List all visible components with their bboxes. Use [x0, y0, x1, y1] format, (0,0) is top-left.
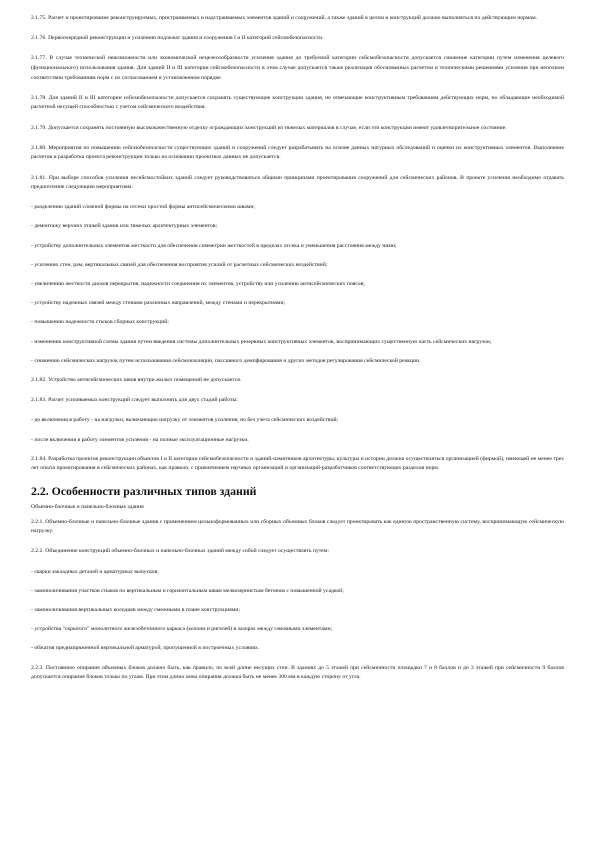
- section-heading: 2.2. Особенности различных типов зданий: [31, 483, 257, 498]
- bullet-item: - после включения в работу элементов усиления - на полные эксплуатационные нагрузки.: [31, 436, 249, 443]
- bullet-item: - усилению стен, рам, вертикальных связей для обеспечения восприятия усилий от расчетных сейсмических воздействий;: [31, 261, 328, 268]
- bullet-item: - устройства "скрытого" монолитного железобетонного каркаса (колонн и ригелей) в зазорах между смежными элементами;: [31, 626, 333, 633]
- paragraph-2-1-75: 2.1.75. Расчет и проектирование реконструируемых, пристраиваемых и надстраиваемых элементов зданий и сооружений, а также зданий в целом и конструкций должно выполняться по действующим нормам.: [31, 15, 537, 21]
- bullet-item: - демонтажу верхних этажей здания или тяжелых архитектурных элементов;: [31, 223, 218, 230]
- paragraph-2-2-2: 2.2.2. Объединение конструкций объемно-блочных и панельно-блочных зданий между собой следует осуществлять путем:: [31, 548, 329, 555]
- bullet-item: - разделению зданий сложной формы на отсеки простой формы антисейсмическими швами;: [31, 204, 255, 211]
- paragraph-2-1-80: 2.1.80. Мероприятия по повышению сейсмобезопасности существующих зданий и сооружений следует разрабатывать на основе данных натурных обследований и оценки их конструктивных элементов. Выполнение расчетов и разработка проекта реконструкции только на основании проектных данных не допускается.: [31, 144, 564, 161]
- paragraph-2-1-82: 2.1.82. Устройство антисейсмических швов внутри жилых помещений не допускается.: [31, 376, 242, 383]
- paragraph-2-2-1: 2.2.1. Объемно-блочные и панельно-блочные здания с применением цельноформованных или сборных объемных блоков следует проектировать как единую пространственную систему, воспринимающую сейсмическую нагрузку.: [31, 518, 564, 535]
- bullet-item: - до включения в работу - на нагрузки, включающие нагрузку от элементов усиления, но без учета сейсмических воздействий;: [31, 417, 339, 424]
- bullet-item: - замоноличивания участков стыков по вертикальным и горизонтальным швам мелкозернистым бетоном с повышенной усадкой;: [31, 587, 344, 594]
- bullet-item: - повышению надежности стыков сборных конструкций;: [31, 319, 169, 326]
- paragraph-2-1-84: 2.1.84. Разработка проектов реконструкции объектов I и II категории сейсмобезопасности и зданий-памятников архитектуры, культуры и истории должна осуществляться организацией (фирмой), имеющей не менее трех лет опыта проектирования в сейсмических районах, как правило, с привлечением научных организаций и организаций-разработчиков соответствующих разделов норм.: [31, 455, 564, 472]
- bullet-item: - сварки закладных деталей и арматурных выпусков;: [31, 568, 159, 575]
- bullet-item: - изменению конструктивной схемы здания путем введения системы дополнительных резервных конструктивных элементов, воспринимающих существенную часть сейсмических нагрузок;: [31, 338, 492, 345]
- bullet-item: - замоноличивания вертикальных колодцев между смежными в плане конструкциями;: [31, 606, 240, 613]
- section-subheading: Объемно-блочные и панельно-блочные здания: [31, 503, 144, 510]
- paragraph-2-2-3: 2.2.3. Постоянное опирание объемных блоков должно быть, как правило, по всей длине несущих стен. В зданиях до 5 этажей при сейсмичности площадки 7 и 8 баллов и до 3 этажей при сейсмичности 9 баллов допускается опирание блоков только по углам. При этом длина зоны опирания должна быть не менее 300 мм в каждую сторону от угла.: [31, 664, 564, 681]
- paragraph-2-1-81: 2.1.81. При выборе способов усиления несейсмостойких зданий следует руководствоваться общими принципами проектирования сооружений для сейсмических районов. В проекте усиления необходимо отдавать предпочтение следующим мероприятиям:: [31, 174, 564, 191]
- paragraph-2-1-83: 2.1.83. Расчет усиливаемых конструкций следует выполнять для двух стадий работы:: [31, 397, 238, 404]
- paragraph-2-1-77: 2.1.77. В случае технической невозможности или экономической нецелесообразности усиления здания до требуемой категории сейсмобезопасности допускается снижение категории путем изменения целевого (функционального) использования здания. Для зданий II и III категории сейсмобезопасности в этом случае допускается также реализация обоснованных расчетом и техническими решениями усиления при неполном соответствии требованиям норм с их согласованием в установленном порядке.: [31, 55, 564, 81]
- paragraph-2-1-78: 2.1.78. Для зданий II и III категории сейсмобезопасности допускается сохранять существующие конструкции здания, не отвечающие конструктивным требованиям действующих норм, но обладающие необходимой расчетной несущей способностью с учетом сейсмического воздействия.: [31, 94, 564, 111]
- bullet-item: - обжатия преднапряженной вертикальной арматурой, пропущенной в построечных условиях.: [31, 645, 260, 652]
- paragraph-2-1-79: 2.1.79. Допускается сохранять постоянную высококачественную отделку ограждающих конструкций из тяжелых материалов в случае, если эти конструкции имеют удовлетворительное состояние.: [31, 124, 507, 131]
- bullet-item: - снижению сейсмических нагрузок путем использования сейсмоизоляции, пассивного демпфирования и других методов регулирования сейсмической реакции.: [31, 357, 421, 364]
- bullet-item: - увеличению жесткости дисков перекрытия, надежности соединения их элементов, устройству или усилению антисейсмических поясов;: [31, 281, 365, 288]
- paragraph-2-1-76: 2.1.76. Первоочередной реконструкции и усилению подлежат здания и сооружения I и II категорий сейсмобезопасности.: [31, 35, 324, 42]
- bullet-item: - устройству надежных связей между стенами различных направлений, между стенами и перекрытиями;: [31, 300, 286, 307]
- bullet-item: - устройству дополнительных элементов жесткости для обеспечения симметрии жесткостей в пределах отсека и уменьшения расстояния между ними;: [31, 242, 397, 249]
